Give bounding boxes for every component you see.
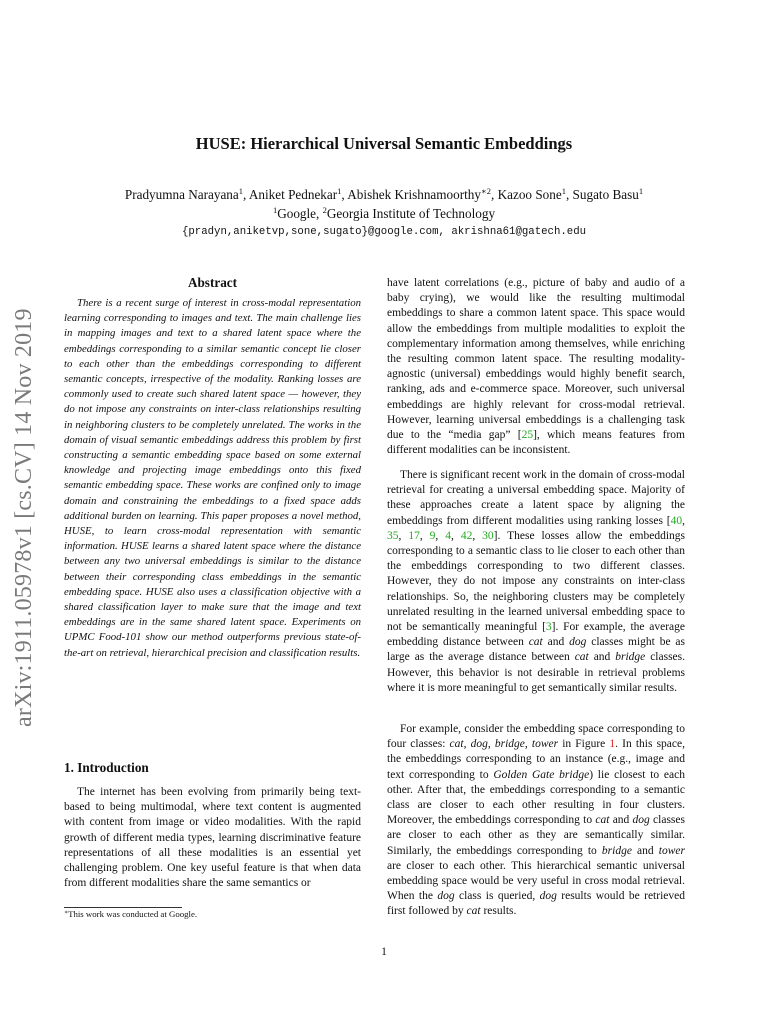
italic-term: bridge	[601, 844, 632, 857]
citation-link[interactable]: 35	[387, 529, 399, 542]
author-name: Aniket Pednekar	[248, 187, 338, 202]
italic-term: bridge	[615, 651, 646, 664]
author-list	[0, 185, 768, 204]
italic-term: cat	[449, 738, 464, 751]
footnote-text: This work was conducted at Google.	[68, 909, 198, 919]
italic-term: Golden Gate bridge	[493, 768, 590, 781]
italic-term: cat	[574, 651, 589, 664]
author-block	[0, 185, 768, 223]
author-separator: ,	[341, 187, 348, 202]
body-paragraph: For example, consider the embedding space corresponding to four classes: cat, dog, bridge, tower in Figure 1. In this space, the embeddings corresponding to an instance (e.g., image and text corresponding to Golden Gate bridge) lie closest to each other. After that, the embeddings corresponding to a semantic class are closer to each other resulting in four clusters. Moreover, the embeddings corresponding to cat and dog classes are closer to each other as they are semantically similar. Similarly, the embeddings corresponding to bridge and tower are closer to each other. This hierarchical semantic universal embedding space would be very useful in cross modal retrieval. When the dog class is queried, dog results would be retrieved first followed by cat results.	[387, 723, 685, 918]
abstract-text: There is a recent surge of interest in cross-modal representation learning corresponding to images and text. The main challenge lies in mapping images and text to a shared latent space where the embeddings corresponding to a similar semantic concept lie closer to each other than the embeddings corresponding to different semantic concepts, irrespective of the modality. Ranking losses are commonly used to create such shared latent space — however, they do not impose any constraints on inter-class relationships resulting in neighboring clusters to be completely unrelated. The works in the domain of visual semantic embeddings address this problem by first constructing a semantic embedding space based on some external knowledge and projecting image embeddings onto this fixed semantic embedding space. These works are confined only to image domain and constraining the embeddings to a fixed space adds additional burden on learning. This paper proposes a novel method, HUSE, to learn cross-modal representation with semantic information. HUSE learns a shared latent space where the distance between any two universal embeddings is similar to the distance between their corresponding class embeddings in the semantic embedding space. HUSE also uses a classification objective with a shared classification layer to make sure that the image and text embeddings are in the same shared latent space. Experiments on UPMC Food-101 show our method outperforms previous state-of-the-art on retrieval, hierarchical precision and classification results.	[64, 297, 361, 659]
citation-link[interactable]: 42	[460, 529, 473, 542]
author-name: Kazoo Sone	[497, 187, 562, 202]
italic-term: cat	[595, 814, 610, 827]
author-affiliation-mark: 1	[238, 186, 244, 196]
affiliation-list	[0, 204, 768, 223]
author-affiliation-mark: 1	[638, 186, 644, 196]
body-paragraph: have latent correlations (e.g., picture of baby and audio of a baby crying), we would like the resulting multimodal embeddings to share a common latent space. This space would allow the embeddings from multiple modalities to exploit the complementary information among themselves, while enriching the resulting common latent space. The resulting modality-agnostic (universal) embeddings would highly benefit search, ranking, ads and e-commerce space. Moreover, such universal embeddings are highly relevant for cross-modal retrieval. However, learning universal embeddings is a challenging task due to the “media gap” [25], which means features from different modalities can be inconsistent.	[387, 277, 685, 457]
italic-term: tower	[658, 844, 685, 857]
affiliation-mark: 2	[322, 205, 327, 215]
footnote	[64, 909, 197, 919]
introduction-paragraph: The internet has been evolving from primarily being text-based to being multimodal, where text content is augmented with content from image or video modalities. With the rapid growth of different media types, learning discriminative feature representations of all these modalities is an essential yet challenging problem. One key useful feature is that when data from different modalities share the same semantics or	[64, 786, 361, 890]
citation-link[interactable]: 4	[445, 529, 451, 542]
author-affiliation-mark: ∗2	[480, 186, 492, 196]
affiliation-name: Georgia Institute of Technology	[326, 206, 496, 221]
italic-term: dog	[470, 738, 488, 751]
author-separator: ,	[565, 187, 573, 202]
italic-term: bridge	[494, 738, 525, 751]
body-paragraph: There is significant recent work in the domain of cross-modal retrieval for creating a universal embedding space. Majority of these approaches create a latent space by aligning the embeddings from different modalities using ranking losses [40, 35, 17, 9, 4, 42, 30]. These losses allow the embeddings corresponding to a semantic class to lie closer to each other than the embeddings corresponding to two different classes. However, they do not impose any constraints on inter-class relationships. So, the neighboring clusters may be completely unrelated resulting in the learned universal embedding space to not be semantically meaningful [3]. For example, the average embedding distance between cat and dog classes might be as large as the average distance between cat and bridge classes. However, this behavior is not desirable in retrieval problems where it is more meaningful to get semantically similar results.	[387, 469, 686, 694]
citation-link[interactable]: 3	[545, 621, 552, 634]
italic-term: tower	[531, 738, 559, 751]
author-affiliation-mark: 1	[337, 186, 342, 196]
author-separator: ,	[243, 187, 249, 202]
author-name: Pradyumna Narayana	[124, 187, 239, 202]
affiliation-name: Google,	[277, 206, 323, 221]
section-heading-introduction: 1. Introduction	[64, 760, 149, 775]
author-name: Abishek Krishnamoorthy	[347, 187, 481, 202]
italic-term: dog	[632, 814, 650, 827]
citation-link[interactable]: 40	[670, 514, 683, 527]
abstract-heading: Abstract	[187, 275, 238, 290]
arxiv-identifier-stamp: arXiv:1911.05978v1 [cs.CV] 14 Nov 2019	[11, 308, 37, 727]
italic-term: cat	[528, 636, 543, 649]
author-affiliation-mark: 1	[561, 186, 566, 196]
footnote-mark: ∗	[64, 910, 69, 916]
italic-term: dog	[539, 890, 557, 903]
citation-link[interactable]: 25	[521, 429, 534, 442]
italic-term: dog	[437, 890, 455, 903]
paper-title: HUSE: Hierarchical Universal Semantic Embeddings	[195, 134, 573, 153]
italic-term: dog	[569, 636, 587, 649]
page-number: 1	[381, 946, 387, 958]
citation-link[interactable]: 9	[429, 529, 436, 542]
figure-reference-link[interactable]: 1	[609, 738, 616, 751]
author-name: Sugato Basu	[572, 187, 639, 202]
citation-link[interactable]: 30	[482, 529, 494, 542]
citation-link[interactable]: 17	[408, 529, 420, 542]
affiliation-mark: 1	[272, 205, 278, 215]
author-separator: ,	[491, 187, 498, 202]
italic-term: cat	[466, 905, 481, 918]
footnote-divider	[64, 907, 182, 908]
author-emails: {pradyn,aniketvp,sone,sugato}@google.com, akrishna61@gatech.edu	[181, 226, 587, 238]
